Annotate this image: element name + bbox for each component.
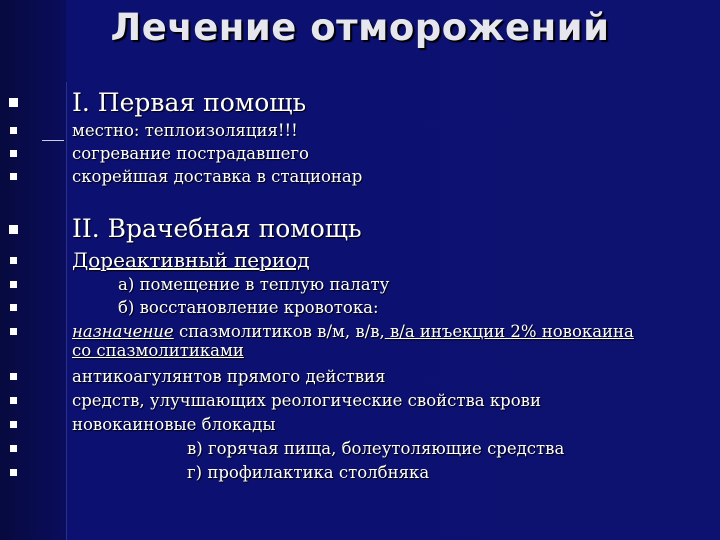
bullet-icon xyxy=(10,304,17,311)
bullet-icon xyxy=(10,445,17,452)
first-aid-heading: I. Первая помощь xyxy=(72,88,307,117)
bullet-icon xyxy=(10,127,17,134)
bullet-icon xyxy=(10,281,17,288)
decorative-dash xyxy=(42,140,64,141)
prescription-word: назначение xyxy=(72,322,174,341)
left-band xyxy=(0,0,66,540)
bullet-icon xyxy=(9,225,18,234)
prereactive-period: Дореактивный период xyxy=(72,248,310,272)
medical-aid-heading: II. Врачебная помощь xyxy=(72,214,362,243)
bullet-icon xyxy=(10,173,17,180)
medical-aid-item: а) помещение в теплую палату xyxy=(118,275,390,294)
prescription-line-2: со спазмолитиками xyxy=(72,341,244,360)
bullet-icon xyxy=(10,257,17,264)
medical-aid-item: г) профилактика столбняка xyxy=(187,463,430,482)
first-aid-item: местно: теплоизоляция!!! xyxy=(72,121,298,140)
prescription-rest: спазмолитиков в/м, в/в, xyxy=(173,322,385,341)
slide-title: Лечение отморожений xyxy=(110,6,610,49)
bullet-icon xyxy=(10,421,17,428)
bullet-icon xyxy=(10,328,17,335)
vertical-divider xyxy=(66,82,67,540)
bullet-icon xyxy=(10,150,17,157)
first-aid-item: скорейшая доставка в стационар xyxy=(72,167,363,186)
prescription-tail: в/а инъекции 2% новокаина xyxy=(384,322,634,341)
prescription-line xyxy=(72,322,634,341)
medical-aid-item: новокаиновые блокады xyxy=(72,415,276,434)
bullet-icon xyxy=(10,397,17,404)
medical-aid-item: в) горячая пища, болеутоляющие средства xyxy=(187,439,565,458)
first-aid-item: согревание пострадавшего xyxy=(72,144,309,163)
medical-aid-item: б) восстановление кровотока: xyxy=(118,298,379,317)
medical-aid-item: антикоагулянтов прямого действия xyxy=(72,367,386,386)
bullet-icon xyxy=(10,373,17,380)
bullet-icon xyxy=(9,98,18,107)
medical-aid-item: средств, улучшающих реологические свойства крови xyxy=(72,391,541,410)
bullet-icon xyxy=(10,469,17,476)
